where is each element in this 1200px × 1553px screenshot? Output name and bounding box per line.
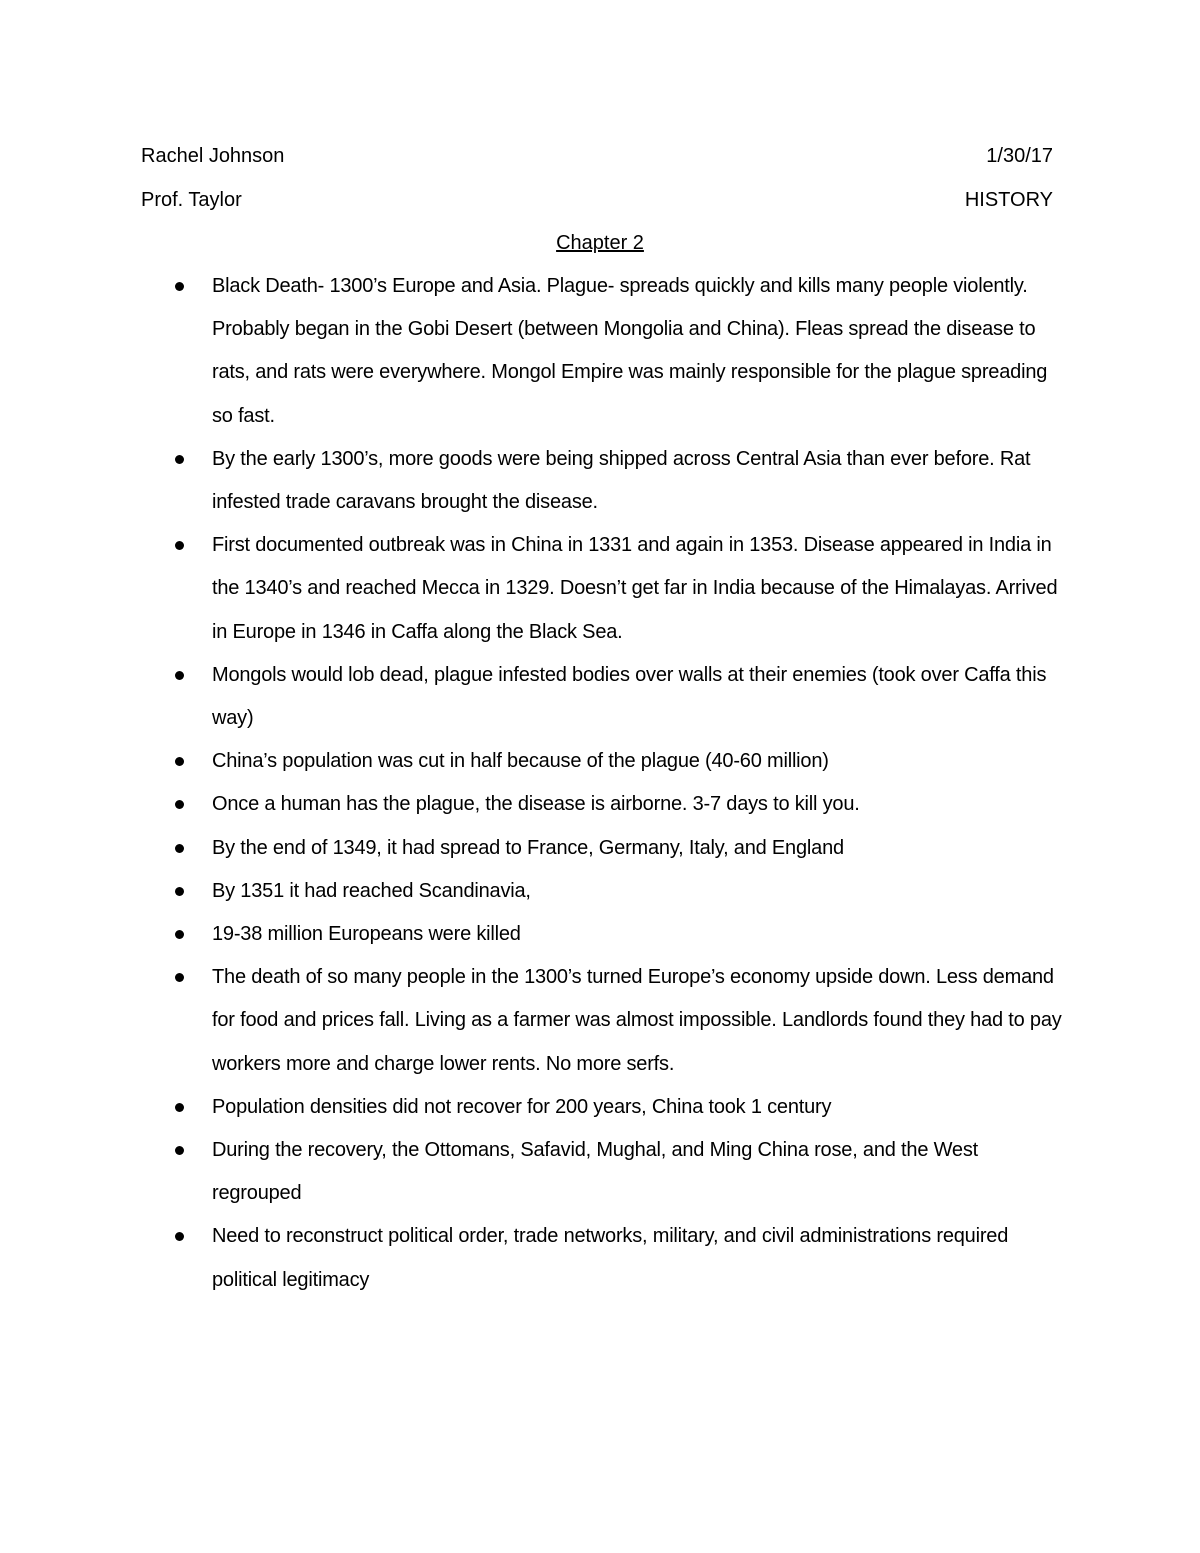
bullet-icon xyxy=(175,973,184,982)
bullet-icon xyxy=(175,887,184,896)
bullet-icon xyxy=(175,455,184,464)
list-item xyxy=(141,870,1066,913)
bullet-icon xyxy=(175,930,184,939)
note-text: By the end of 1349, it had spread to France, Germany, Italy, and England xyxy=(212,836,844,859)
note-text: Mongols would lob dead, plague infested bodies over walls at their enemies (took over Caffa this way) xyxy=(212,663,1047,730)
notes-list xyxy=(141,265,1066,1302)
student-name: Rachel Johnson xyxy=(141,145,285,167)
bullet-icon xyxy=(175,671,184,680)
document-date: 1/30/17 xyxy=(986,145,1053,167)
list-item xyxy=(141,654,1066,740)
list-item xyxy=(141,913,1066,956)
note-text: Once a human has the plague, the disease is airborne. 3-7 days to kill you. xyxy=(212,793,860,816)
note-text: First documented outbreak was in China in 1331 and again in 1353. Disease appeared in India in the 1340’s and reached Mecca in 1329. Doesn’t get far in India because of the Himalayas. Arrived in Europe in 1346 in Caffa along the Black Sea. xyxy=(212,534,1058,643)
header-row-professor-subject xyxy=(141,188,1053,212)
list-item xyxy=(141,265,1066,438)
note-text: By 1351 it had reached Scandinavia, xyxy=(212,879,531,902)
list-item xyxy=(141,740,1066,783)
note-text: 19-38 million Europeans were killed xyxy=(212,923,521,946)
list-item xyxy=(141,956,1066,1086)
page-title: Chapter 2 xyxy=(556,232,644,254)
bullet-icon xyxy=(175,282,184,291)
note-text: During the recovery, the Ottomans, Safavid, Mughal, and Ming China rose, and the West regrouped xyxy=(212,1139,978,1205)
list-item xyxy=(141,1129,1066,1215)
list-item xyxy=(141,783,1066,826)
note-text: Population densities did not recover for 200 years, China took 1 century xyxy=(212,1095,832,1118)
note-text: By the early 1300’s, more goods were being shipped across Central Asia than ever before. Rat infested trade caravans brought the disease. xyxy=(212,447,1031,514)
note-text: China’s population was cut in half because of the plague (40-60 million) xyxy=(212,750,829,773)
bullet-icon xyxy=(175,1146,184,1155)
list-item xyxy=(141,524,1066,654)
note-text: Black Death- 1300’s Europe and Asia. Plague- spreads quickly and kills many people violently. Probably began in the Gobi Desert (between Mongolia and China). Fleas spread the disease to rats, and rats were everywhere. Mongol Empire was mainly responsible for the plague spreading so fast. xyxy=(212,275,1048,427)
list-item xyxy=(141,1086,1066,1129)
list-item xyxy=(141,1215,1066,1301)
bullet-icon xyxy=(175,757,184,766)
bullet-icon xyxy=(175,1103,184,1112)
bullet-icon xyxy=(175,1232,184,1241)
note-text: The death of so many people in the 1300’s turned Europe’s economy upside down. Less demand for food and prices fall. Living as a farmer was almost impossible. Landlords found they had to pay workers more and charge lower rents. No more serfs. xyxy=(212,966,1062,1075)
header-row-name-date xyxy=(141,144,1053,168)
subject-name: HISTORY xyxy=(964,189,1053,211)
list-item xyxy=(141,827,1066,870)
bullet-icon xyxy=(175,800,184,809)
note-text: Need to reconstruct political order, trade networks, military, and civil administrations required political legitimacy xyxy=(212,1225,1009,1291)
bullet-icon xyxy=(175,844,184,853)
bullet-icon xyxy=(175,541,184,550)
professor-name: Prof. Taylor xyxy=(141,189,242,211)
list-item xyxy=(141,438,1066,524)
